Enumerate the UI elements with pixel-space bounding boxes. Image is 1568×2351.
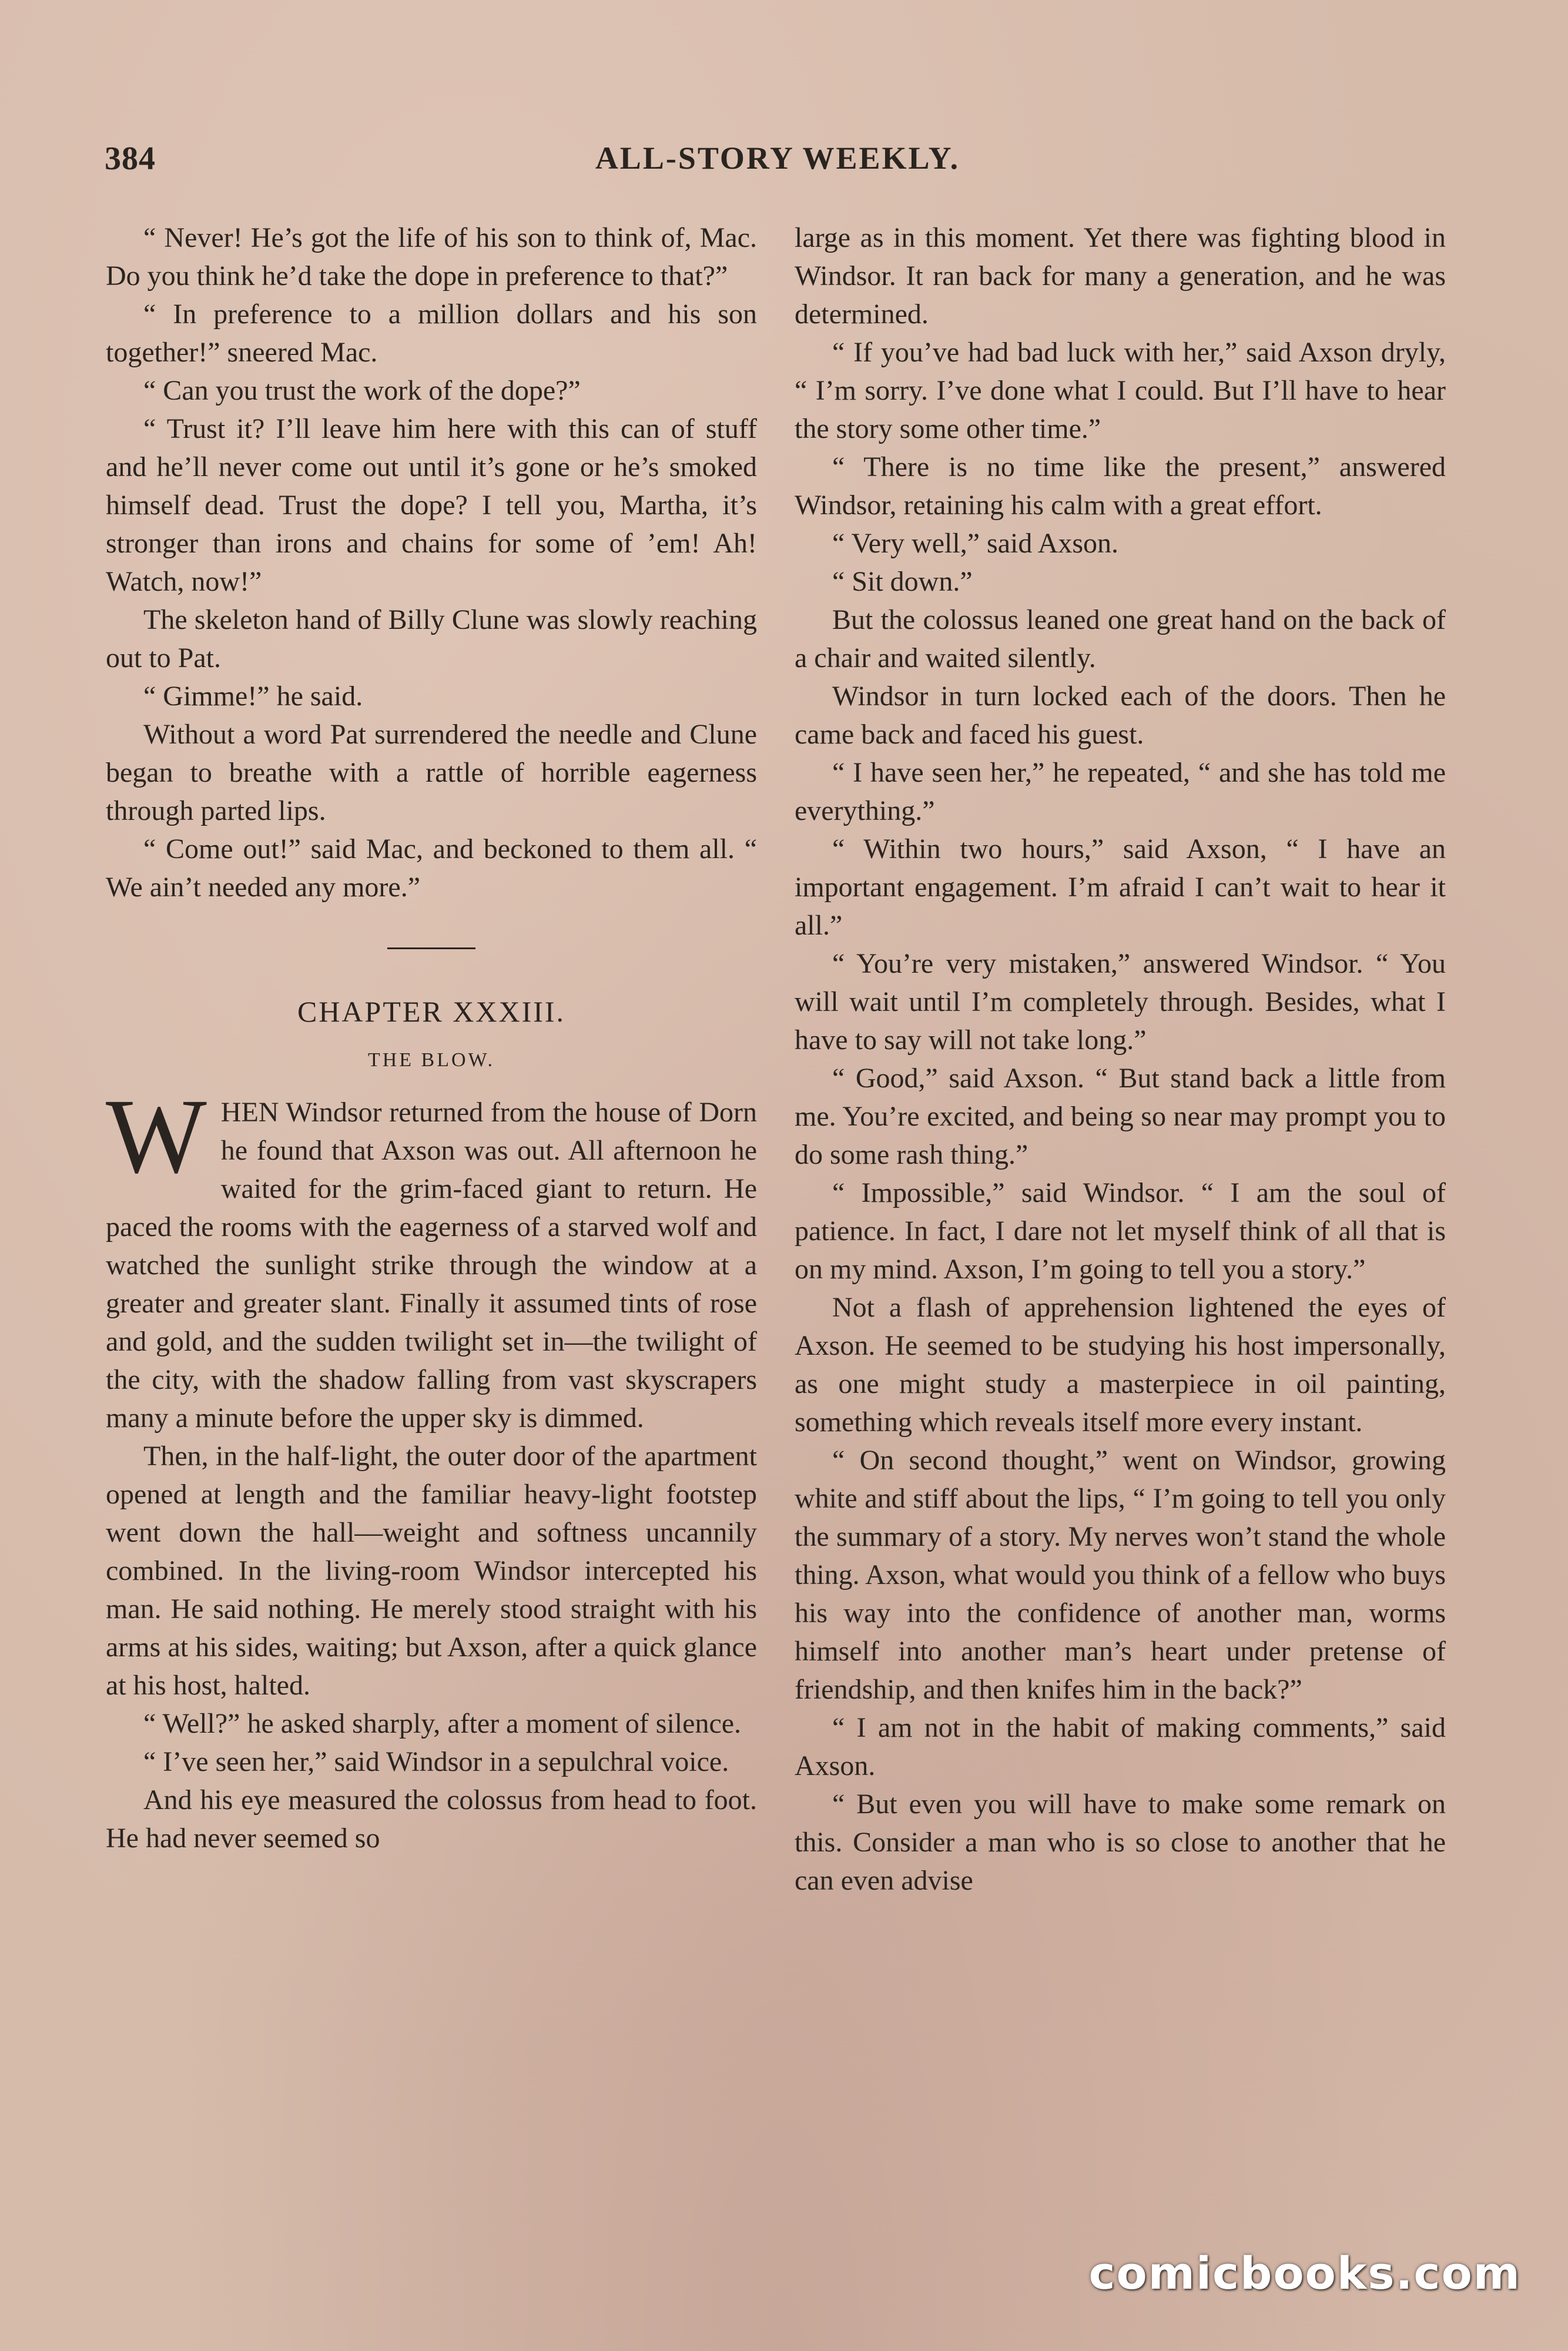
chapter-opening-text: HEN Windsor returned from the house of Dorn he found that Axson was out. All afternoon he waited for the grim-faced giant to return. He paced the rooms with the eagerness of a starved wolf and watched the sunlight strike through the window at a greater and greater slant. Finally it assumed tints of rose and gold, and the sudden twilight set in—the twilight of the city, with the shadow falling from vast skyscrapers many a minute before the upper sky is dimmed. — [106, 1097, 757, 1434]
paragraph: But the colossus leaned one great hand on the back of a chair and waited silently. — [795, 604, 1446, 674]
paragraph: “ Good,” said Axson. “ But stand back a little from me. You’re excited, and being so near may prompt you to do some rash thing.” — [795, 1063, 1446, 1170]
paragraph: “ But even you will have to make some remark on this. Consider a man who is so close to another that he can even advise — [795, 1789, 1446, 1896]
paragraph: “ I am not in the habit of making comments,” said Axson. — [795, 1712, 1446, 1781]
continued-paragraph: large as in this moment. Yet there was fighting blood in Windsor. It ran back for many a generation, and he was determined. — [795, 222, 1446, 330]
paragraph: The skeleton hand of Billy Clune was slowly reaching out to Pat. — [106, 604, 757, 674]
paragraph: “ Sit down.” — [832, 566, 973, 597]
paragraph: “ Very well,” said Axson. — [832, 528, 1119, 559]
paragraph: “ Can you trust the work of the dope?” — [143, 375, 581, 406]
section-divider — [387, 947, 475, 949]
paragraph: Then, in the half-light, the outer door of the apartment opened at length and the familiar heavy-light footstep went down the hall—weight and softness uncannily combined. In the living-room Windsor intercepted his man. He said nothing. He merely stood straight with his arms at his sides, waiting; but Axson, after a quick glance at his host, halted. — [106, 1441, 757, 1701]
paragraph: “ Never! He’s got the life of his son to think of, Mac. Do you think he’d take the dope in preference to that?” — [106, 222, 757, 292]
drop-cap-letter: W — [106, 1077, 207, 1195]
paragraph: “ In preference to a million dollars and his son together!” sneered Mac. — [106, 299, 757, 368]
paragraph: Not a flash of apprehension lightened the eyes of Axson. He seemed to be studying his host impersonally, as one might study a masterpiece in oil painting, something which reveals itself more every instant. — [795, 1292, 1446, 1438]
paragraph: Without a word Pat surrendered the needle and Clune began to breathe with a rattle of horrible eagerness through parted lips. — [106, 719, 757, 826]
left-column — [106, 219, 757, 1857]
paragraph: “ Gimme!” he said. — [143, 681, 363, 712]
paragraph: “ I’ve seen her,” said Windsor in a sepulchral voice. — [143, 1746, 729, 1777]
page-number: 384 — [105, 140, 156, 177]
page-header — [105, 140, 1450, 187]
paragraph: “ Within two hours,” said Axson, “ I have an important engagement. I’m afraid I can’t wait to hear it all.” — [795, 833, 1446, 941]
paragraph: “ You’re very mistaken,” answered Windsor. “ You will wait until I’m completely through. Besides, what I have to say will not take long.” — [795, 948, 1446, 1056]
chapter-opening-paragraph — [106, 1077, 757, 1437]
paragraph: “ Trust it? I’ll leave him here with this can of stuff and he’ll never come out until it’s gone or he’s smoked himself dead. Trust the dope? I tell you, Martha, it’s stronger than irons and chains for some of ’em! Ah! Watch, now!” — [106, 413, 757, 597]
paragraph: “ Impossible,” said Windsor. “ I am the soul of patience. In fact, I dare not let myself think of all that is on my mind. Axson, I’m going to tell you a story.” — [795, 1177, 1446, 1285]
paragraph: “ Come out!” said Mac, and beckoned to them all. “ We ain’t needed any more.” — [106, 833, 757, 903]
chapter-title: CHAPTER XXXIII. — [297, 995, 566, 1028]
paragraph: “ On second thought,” went on Windsor, growing white and stiff about the lips, “ I’m going to tell you only the summary of a story. My nerves won’t stand the whole thing. Axson, what would you think of a fellow who buys his way into the confidence of another man, worms himself into another man’s heart under pretense of friendship, and then knifes him in the back?” — [795, 1445, 1446, 1705]
right-column — [795, 219, 1446, 1900]
paragraph: Windsor in turn locked each of the doors. Then he came back and faced his guest. — [795, 681, 1446, 750]
paragraph: “ I have seen her,” he repeated, “ and she has told me everything.” — [795, 757, 1446, 826]
paragraph: And his eye measured the colossus from head to foot. He had never seemed so — [106, 1784, 757, 1854]
source-watermark: comicbooks.com — [1088, 2247, 1521, 2299]
paragraph: “ Well?” he asked sharply, after a moment of silence. — [143, 1708, 742, 1739]
running-title: ALL-STORY WEEKLY. — [595, 140, 960, 176]
paragraph: “ If you’ve had bad luck with her,” said Axson dryly, “ I’m sorry. I’ve done what I could. But I’ll have to hear the story some other time.” — [795, 337, 1446, 444]
paragraph: “ There is no time like the present,” answered Windsor, retaining his calm with a great effort. — [795, 451, 1446, 521]
chapter-subtitle: THE BLOW. — [367, 1049, 495, 1071]
